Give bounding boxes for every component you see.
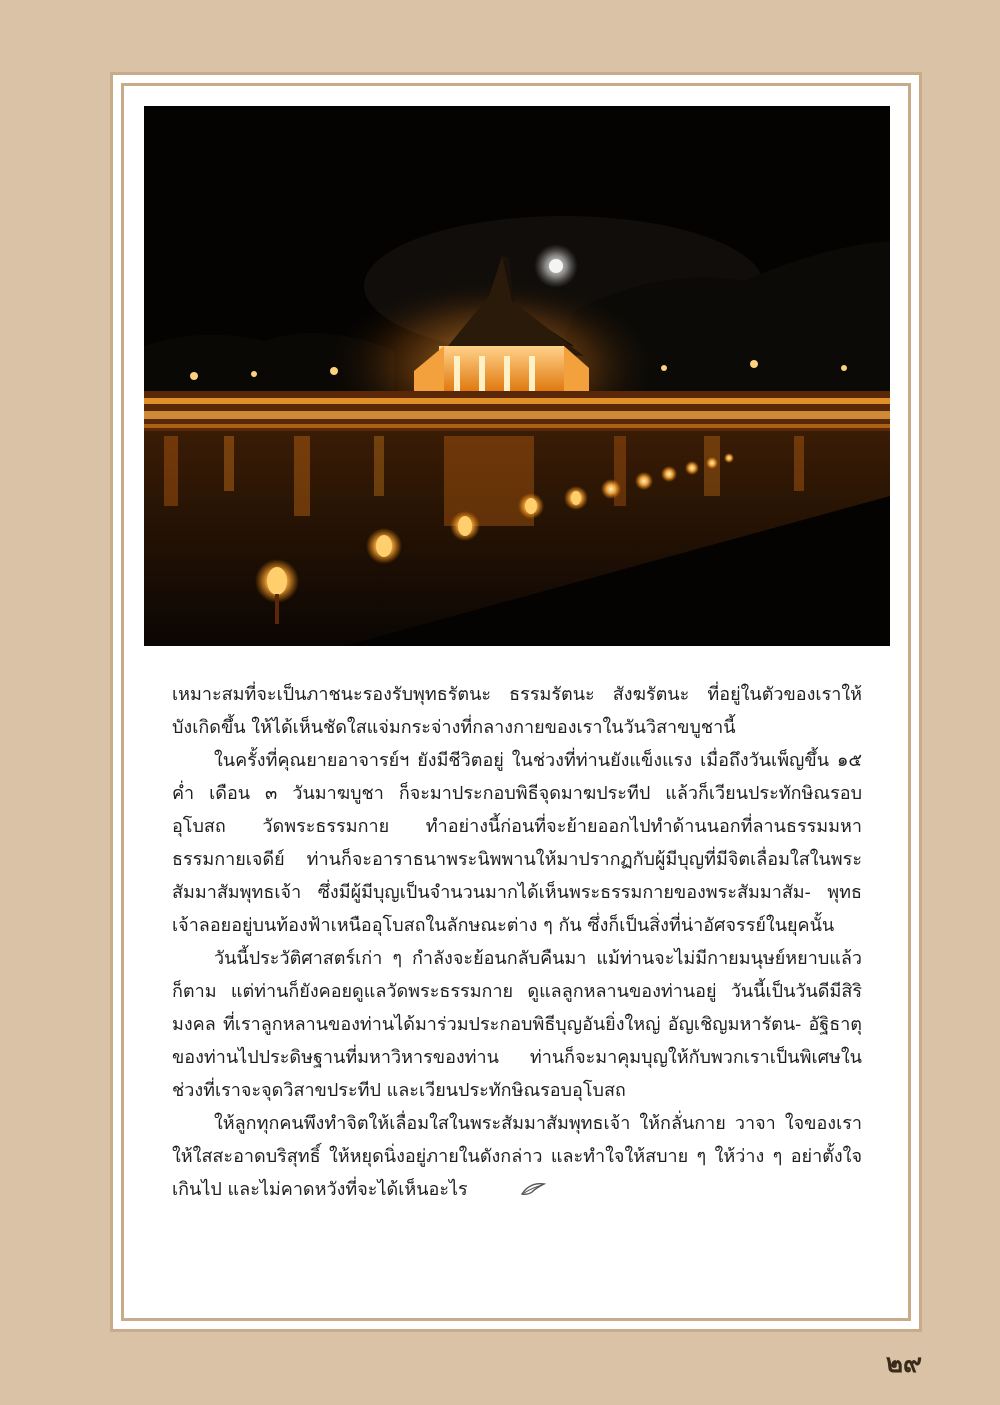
paragraph-4	[172, 1107, 862, 1207]
article-text	[172, 678, 862, 1207]
temple-night-photo	[144, 106, 890, 646]
temple-night-illustration	[144, 106, 890, 646]
paragraph-2: ในครั้งที่คุณยายอาจารย์ฯ ยังมีชีวิตอยู่ ในช่วงที่ท่านยังแข็งแรง เมื่อถึงวันเพ็ญขึ้น ๑๕ ค่ำ เดือน ๓ วันมาฆบูชา ก็จะมาประกอบพิธีจุดมาฆประทีป แล้วก็เวียนประทักษิณรอบอุโบสถ วัดพระธรรมกาย ทำอย่างนี้ก่อนที่จะย้ายออกไปทำด้านนอกที่ลานธรรมมหาธรรมกายเจดีย์ ท่านก็จะอาราธนาพระนิพพานให้มาปรากฏกับผู้มีบุญที่มีจิตเลื่อมใสในพระสัมมาสัมพุทธเจ้า ซึ่งมีผู้มีบุญเป็นจำนวนมากได้เห็นพระธรรมกายของพระสัมมาสัม- พุทธเจ้าลอยอยู่บนท้องฟ้าเหนืออุโบสถในลักษณะต่าง ๆ กัน ซึ่งก็เป็นสิ่งที่น่าอัศจรรย์ในยุคนั้น	[172, 750, 862, 936]
page-number: ๒๙	[885, 1349, 922, 1379]
leaf-ornament-icon	[478, 1174, 546, 1207]
paragraph-1: เหมาะสมที่จะเป็นภาชนะรองรับพุทธรัตนะ ธรรมรัตนะ สังฆรัตนะ ที่อยู่ในตัวของเราให้บังเกิดขึ้น ให้ได้เห็นชัดใสแจ่มกระจ่างที่กลางกายของเราในวันวิสาขบูชานี้	[172, 684, 862, 738]
paragraph-3: วันนี้ประวัติศาสตร์เก่า ๆ กำลังจะย้อนกลับคืนมา แม้ท่านจะไม่มีกายมนุษย์หยาบแล้วก็ตาม แต่ท่านก็ยังคอยดูแลวัดพระธรรมกาย ดูแลลูกหลานของท่านอยู่ วันนี้เป็นวันดีมีสิริมงคล ที่เราลูกหลานของท่านได้มาร่วมประกอบพิธีบุญอันยิ่งใหญ่ อัญเชิญมหารัตน- อัฐิธาตุของท่านไปประดิษฐานที่มหาวิหารของท่าน ท่านก็จะมาคุมบุญให้กับพวกเราเป็นพิเศษในช่วงที่เราจะจุดวิสาขประทีป และเวียนประทักษิณรอบอุโบสถ	[172, 948, 862, 1101]
paragraph-4-text: ให้ลูกทุกคนพึงทำจิตให้เลื่อมใสในพระสัมมาสัมพุทธเจ้า ให้กลั่นกาย วาจา ใจของเราให้ใสสะอาดบริสุทธิ์ ให้หยุดนิ่งอยู่ภายในดังกล่าว และทำใจให้สบาย ๆ ให้ว่าง ๆ อย่าตั้งใจเกินไป และไม่คาดหวังที่จะได้เห็นอะไร	[172, 1113, 862, 1200]
